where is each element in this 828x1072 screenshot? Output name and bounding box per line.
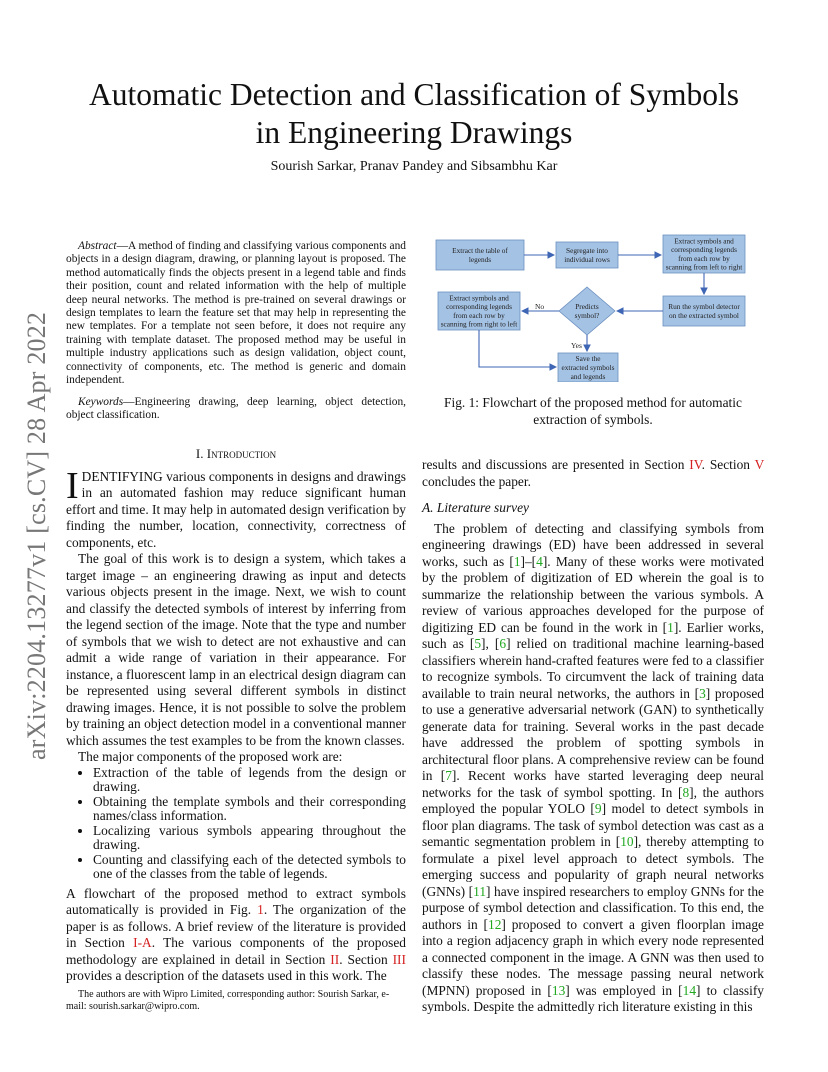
paragraph-text: concludes the paper. bbox=[422, 473, 531, 489]
paragraph-text: ], [ bbox=[481, 636, 500, 651]
citation-link[interactable]: 6 bbox=[499, 636, 507, 651]
paragraph-text: results and discussions are presented in Section bbox=[422, 457, 685, 472]
flowchart-box-run-detector-text: on the extracted symbol bbox=[669, 310, 739, 320]
flowchart-label-no: No bbox=[535, 302, 545, 311]
figure-caption: Fig. 1: Flowchart of the proposed method for automatic extraction of symbols. bbox=[444, 395, 742, 427]
paragraph-text: provides a description of the datasets used in this work. The bbox=[66, 968, 387, 983]
paragraph-text: ] proposed to convert a given floorplan image into a region adjacency graph in which every node represented a connected component in the image. A GNN was then used to classify these nodes. The message passing neural network (MPNN) proposed in [ bbox=[422, 916, 765, 998]
flowchart-box-save-text: Save the bbox=[575, 354, 601, 364]
flowchart-box-run-detector-text: Run the symbol detector bbox=[668, 302, 740, 312]
citation-link[interactable]: 3 bbox=[699, 685, 706, 701]
paragraph-text: ], the authors employed the popular YOLO [ bbox=[422, 784, 764, 816]
paragraph-text: ]. Earlier works, such as [ bbox=[422, 619, 765, 651]
citation-link[interactable]: 13 bbox=[551, 982, 566, 998]
flowchart-box-extract-right-to-left-text: from each row by bbox=[453, 310, 505, 320]
intro-paragraph-1 bbox=[66, 464, 406, 552]
intro-continuation bbox=[422, 457, 764, 490]
flowchart-box-extract-left-to-right-text: scanning from left to right bbox=[665, 262, 743, 272]
section-v-link[interactable]: V bbox=[754, 457, 764, 472]
list-item: • Counting and classifying each of the detected symbols to one of the classes from the table of legends. bbox=[93, 853, 406, 882]
paragraph-text: ] proposed to use a generative adversarial network (GAN) to synthetically generate data for training. Several works in the past decade have addressed the problem of spotting symbols in architectural floor plans. A comprehensive review can be found in [ bbox=[422, 685, 764, 783]
flowchart-box-segregate-text: individual rows bbox=[564, 254, 610, 264]
citation-link[interactable]: 5 bbox=[474, 636, 482, 651]
flowchart-box-save-text: and legends bbox=[570, 371, 606, 381]
keywords-text: Engineering drawing, deep learning, object detection, object classification. bbox=[66, 396, 406, 422]
flowchart-decision-predicts-text: Predicts bbox=[575, 302, 599, 312]
section-ii-link[interactable]: II bbox=[330, 951, 340, 967]
citation-link[interactable]: 14 bbox=[682, 982, 697, 998]
flowchart-box-segregate-text: Segregate into bbox=[566, 246, 608, 256]
fig-1-link[interactable]: 1 bbox=[257, 902, 264, 917]
flowchart-box-extract-right-to-left-text: corresponding legends bbox=[446, 302, 512, 312]
paragraph-text: ] relied on traditional machine learning-based classifiers wherein hand-crafted features were fed to a classifier to recognize symbols. To circumvent the lack of training data available to train neural networks, the authors in [ bbox=[422, 636, 764, 701]
flowchart-box-extract-right-to-left-text: scanning from right to left bbox=[440, 319, 518, 329]
paragraph-text: . Section bbox=[339, 951, 388, 967]
components-list bbox=[66, 766, 406, 882]
paper-title-line-2: in Engineering Drawings bbox=[255, 115, 573, 150]
flowchart-box-extract-left-to-right-text: corresponding legends bbox=[671, 245, 737, 255]
abstract: Abstract—A method of finding and classifying various components and objects in a design diagram, drawing, or planning layout is proposed. The method automatically finds the objects present in a legend table and finds their position, count and related information with the help of multiple deep neural networks. The method is pre-trained on several drawings or design templates to learn the feature set that may help in representing the new templates. For a template not seen before, it does not require any training with template dataset. The proposed method may be useful in multiple industry applications such as design validation, object count, connectivity of components, etc. The method is generic and domain independent. bbox=[66, 240, 406, 387]
flowchart-box-extract-table-text: legends bbox=[468, 254, 492, 264]
section-ia-link[interactable]: I-A bbox=[133, 935, 152, 950]
citation-link[interactable]: 8 bbox=[682, 784, 690, 800]
paper-title-line-1: Automatic Detection and Classification of Symbols bbox=[88, 77, 739, 112]
list-item: • Obtaining the template symbols and their corresponding names/class information. bbox=[93, 795, 406, 824]
subsection-heading: A. Literature survey bbox=[422, 500, 529, 515]
citation-link[interactable]: 12 bbox=[488, 916, 502, 932]
abstract-text: A method of finding and classifying various components and objects in a design diagram, drawing, or planning layout is proposed. The method automatically finds the objects present in a legend table and finds their position, count and related information with the help of multiple deep neural networks. The method is pre-trained on several drawings or design templates to learn the feature set that may help in representing the new templates. For a template not seen before, it does not require any training with template dataset. The proposed method may be useful in multiple industry applications such as design validation, object count, connectivity of components, etc. The method is generic and domain independent. bbox=[66, 240, 406, 387]
citation-link[interactable]: 9 bbox=[594, 801, 602, 816]
keywords: Keywords—Engineering drawing, deep learning, object detection, object classification. bbox=[66, 396, 406, 422]
flowchart-box-extract-left-to-right-text: Extract symbols and bbox=[674, 236, 734, 246]
intro-heading-text: Introduction bbox=[206, 446, 277, 461]
paragraph-text: The problem of detecting and classifying symbols from engineering drawings (ED) have been addressed in several works, such as [ bbox=[422, 520, 764, 569]
flowchart-arrow bbox=[479, 330, 556, 367]
list-item: • Localizing various symbols appearing throughout the drawing. bbox=[93, 824, 406, 853]
flowchart-box-extract-right-to-left-text: Extract symbols and bbox=[449, 293, 509, 303]
paragraph-text: ], thereby attempting to formulate a pixel level approach to detect symbols. The emerging success and popularity of graph neural networks (GNNs) [ bbox=[422, 834, 764, 899]
paragraph-text: ] have inspired researchers to employ GNNs for the purpose of symbol detection and classification. To this end, the authors in [ bbox=[422, 883, 764, 932]
paragraph-text: ]. Many of these works were motivated by the problem of digitization of ED wherein the goal is to summarize the relationship between the various symbols. A review of various approaches developed for the purpose of digitizing ED can be found in the work in [ bbox=[422, 553, 764, 635]
paragraph-text: ] model to detect symbols in floor plan diagrams. The task of symbol detection was cast as a semantic segmentation problem in [ bbox=[422, 801, 764, 849]
intro-paragraph-3: The major components of the proposed work are: bbox=[78, 749, 343, 764]
citation-link[interactable]: 10 bbox=[620, 834, 634, 849]
flowchart-label-yes: Yes bbox=[571, 341, 582, 350]
literature-survey-paragraph bbox=[422, 521, 764, 1016]
citation-link[interactable]: 1 bbox=[667, 619, 674, 635]
paper-authors: Sourish Sarkar, Pranav Pandey and Sibsambhu Kar bbox=[270, 159, 558, 174]
paragraph-text: . The organization of the paper is as follows. A brief review of the literature is provided in Section bbox=[66, 902, 406, 950]
paragraph-text: ]–[ bbox=[520, 553, 537, 569]
keywords-label: Keywords bbox=[78, 396, 124, 408]
flowchart-figure bbox=[432, 232, 752, 382]
intro-heading bbox=[66, 446, 406, 463]
flowchart-box-extract-left-to-right-text: from each row by bbox=[678, 253, 730, 263]
intro-paragraph-1-text: DENTIFYING various components in designs and drawings in an automated fashion may reduce significant human effort and time. It may help in automated design verification by finding the number, location, connectivity, correctness of components, etc. bbox=[66, 468, 406, 550]
citation-link[interactable]: 1 bbox=[513, 553, 521, 569]
section-iii-link[interactable]: III bbox=[392, 951, 406, 967]
intro-heading-number: I. bbox=[195, 446, 204, 461]
intro-paragraph-4 bbox=[66, 886, 406, 985]
paragraph-text: ] was employed in [ bbox=[565, 982, 683, 998]
left-column bbox=[66, 446, 406, 985]
section-iv-link[interactable]: IV bbox=[689, 457, 702, 472]
intro-paragraph-2: The goal of this work is to design a system, which takes a target image – an engineering drawing as input and detects various objects present in the image. Next, we wish to count and classify the detected symbols of interest by inferring from the legend section of the image. Note that the type and number of symbols that we wish to detect are not exhaustive and can admit a wide range of variation in their appearance. For instance, a fluorescent lamp in an electrical design diagram can be represented using several different symbols in distinct drawing images. Hence, it is not possible to solve the problem by training an object detection model in a conventional manner which assumes the test examples to be from the known classes. bbox=[66, 551, 406, 748]
flowchart-decision-predicts-text: symbol? bbox=[574, 310, 600, 320]
paragraph-text: A flowchart of the proposed method to extract symbols automatically is provided in Fig. bbox=[66, 885, 406, 917]
footnote: The authors are with Wipro Limited, corresponding author: Sourish Sarkar, e-mail: sourish.sarkar@wipro.com. bbox=[66, 989, 390, 1012]
citation-link[interactable]: 7 bbox=[445, 768, 452, 783]
paper-title bbox=[40, 76, 788, 152]
paragraph-text: . The various components of the proposed methodology are explained in detail in Section bbox=[66, 935, 406, 967]
citation-link[interactable]: 11 bbox=[473, 883, 487, 899]
paragraph-text: . Section bbox=[701, 457, 750, 472]
list-item: • Extraction of the table of legends from the design or drawing. bbox=[93, 766, 406, 795]
flowchart-box-save-text: extracted symbols bbox=[561, 363, 615, 372]
arxiv-identifier: arXiv:2204.13277v1 [cs.CV] 28 Apr 2022 bbox=[22, 311, 51, 760]
right-column bbox=[422, 457, 764, 1016]
abstract-label: Abstract bbox=[78, 240, 117, 252]
paragraph-text: ] to classify symbols. Despite the admittedly rich literature existing in this bbox=[422, 982, 764, 1014]
paragraph-text: ]. Recent works have started leveraging deep neural networks for the task of symbol spotting. In [ bbox=[422, 768, 764, 800]
flowchart-box-extract-table-text: Extract the table of bbox=[452, 246, 508, 256]
dropcap-letter: I bbox=[66, 464, 79, 507]
citation-link[interactable]: 4 bbox=[536, 553, 543, 569]
